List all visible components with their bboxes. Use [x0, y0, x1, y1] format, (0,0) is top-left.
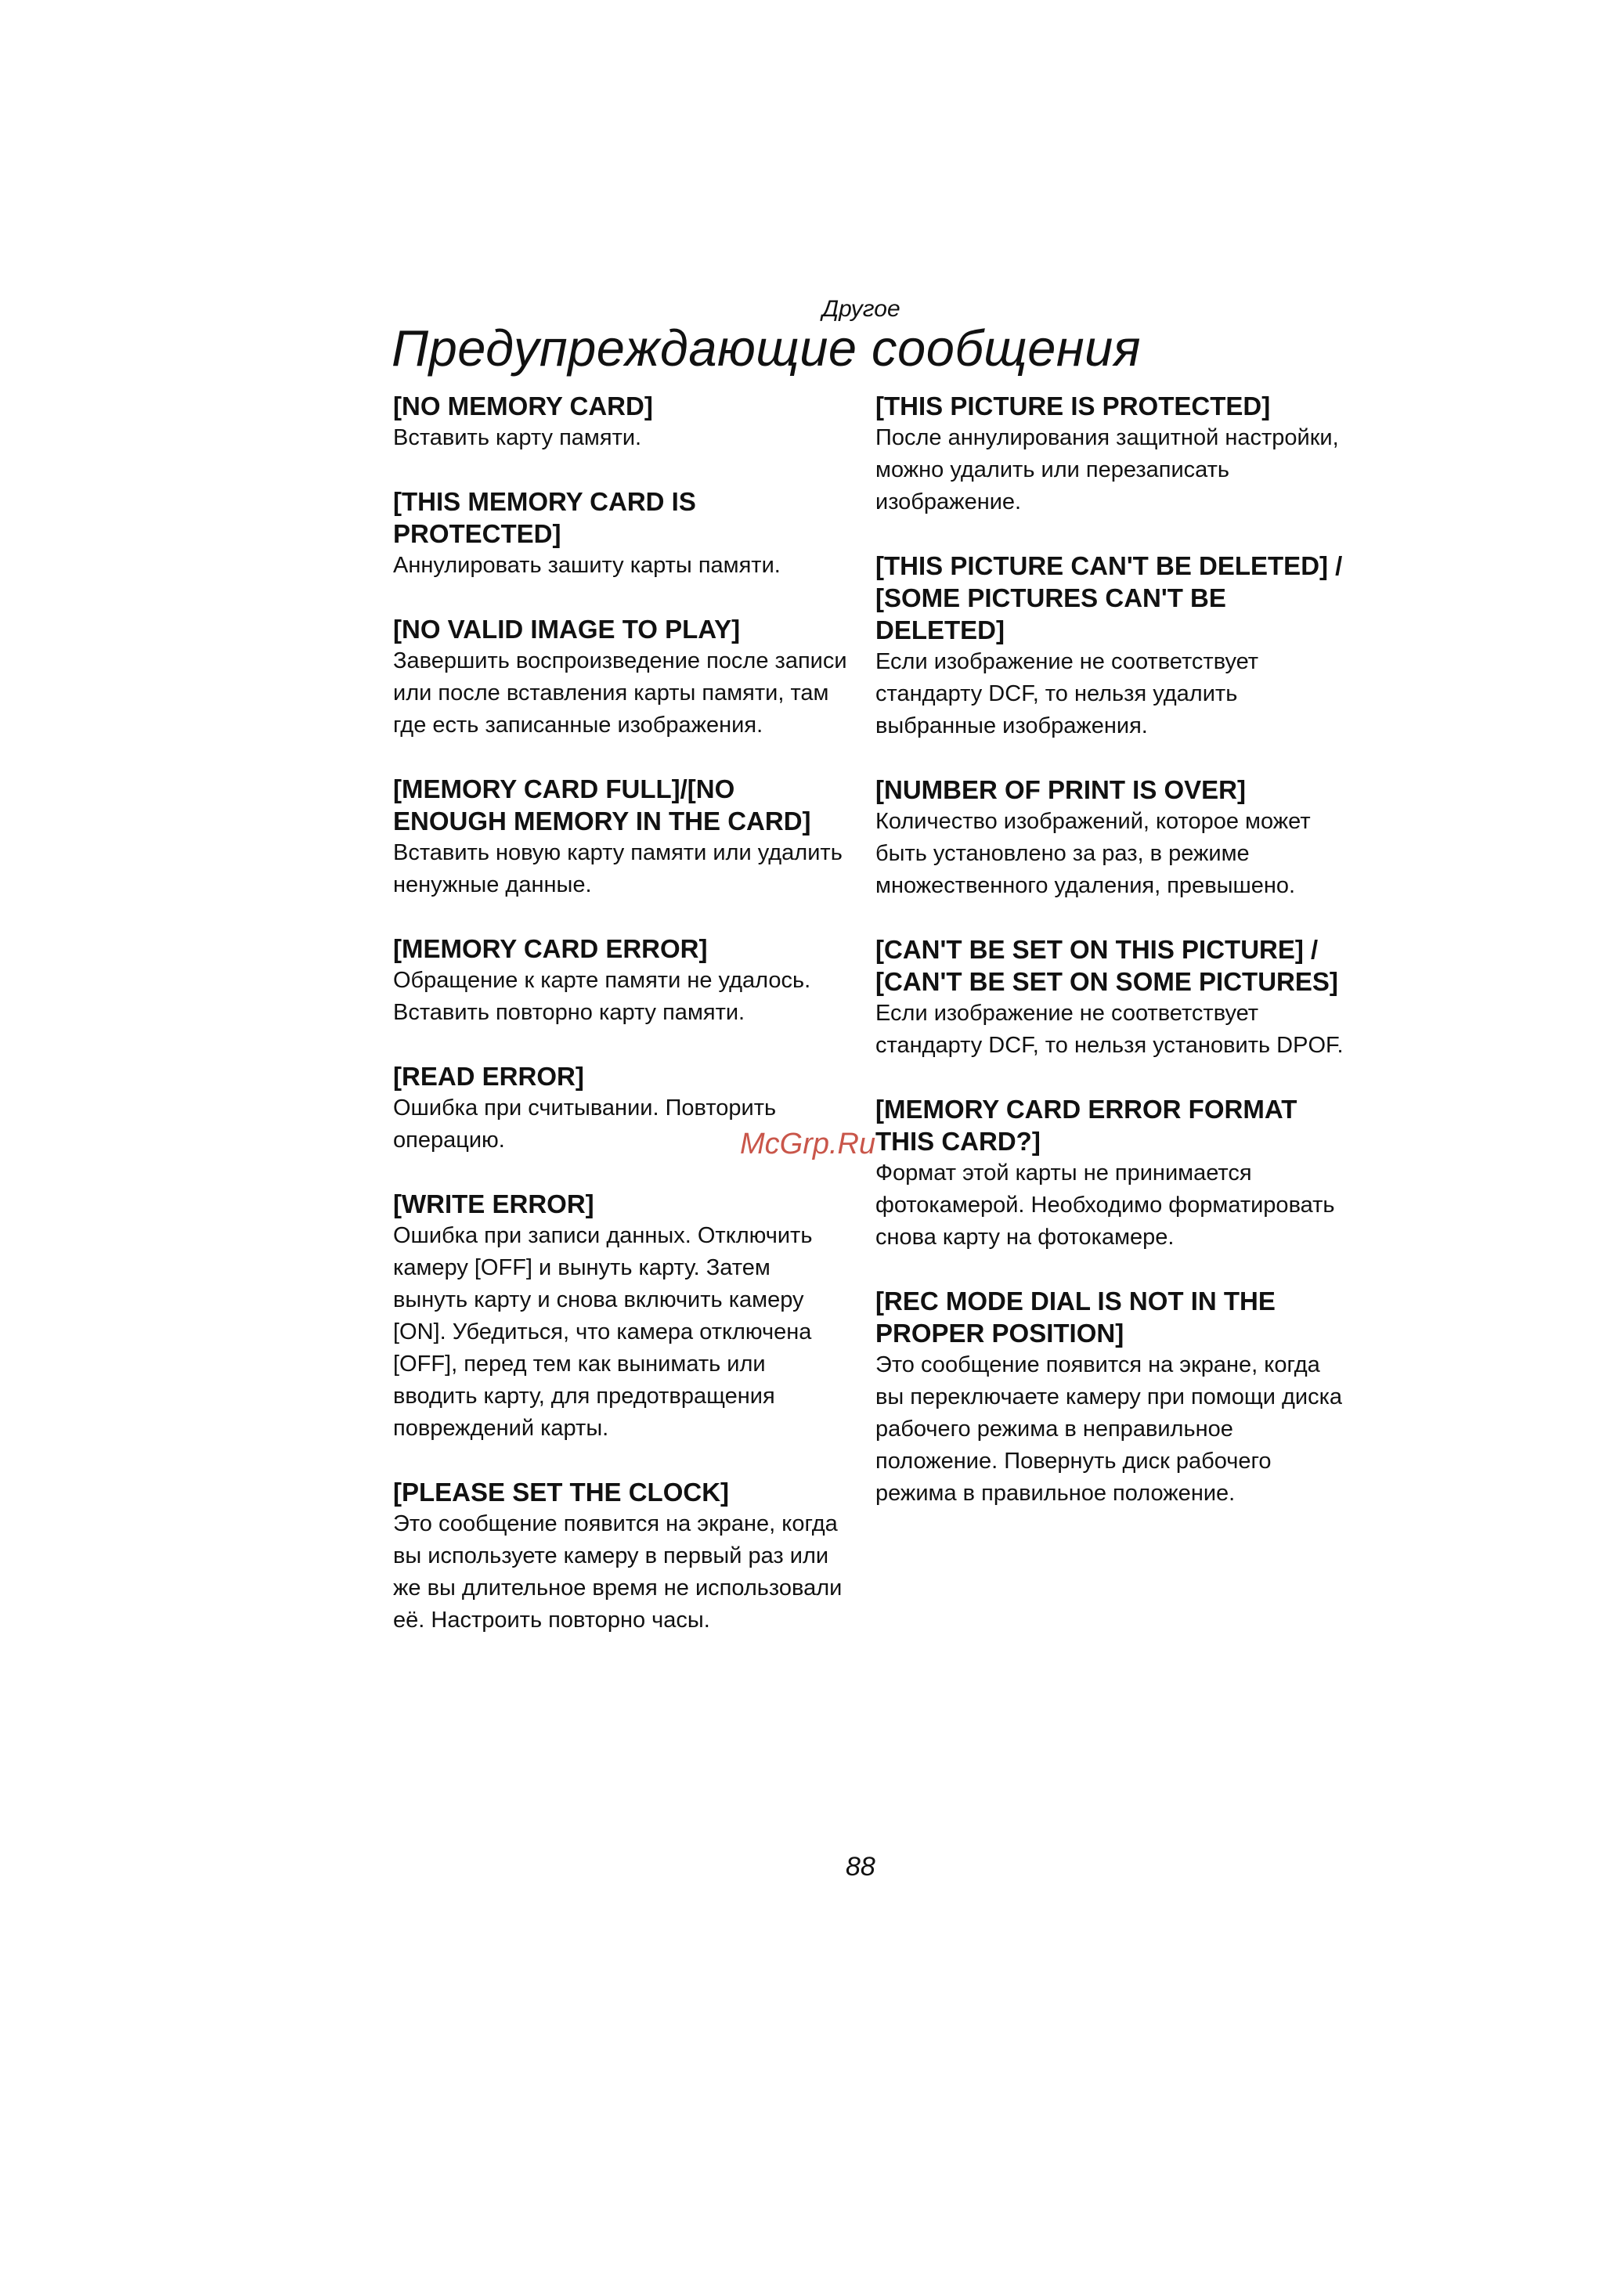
message-description: Если изображение не соответствует стандарту DCF, то нельзя удалить выбранные изображения. — [875, 649, 1259, 738]
warning-message — [875, 1093, 1345, 1254]
warning-message — [875, 1285, 1345, 1510]
right-column — [875, 390, 1345, 1541]
message-code: [THIS PICTURE IS PROTECTED] — [875, 392, 1271, 420]
warning-message — [875, 774, 1345, 902]
message-code: [NO MEMORY CARD] — [393, 392, 653, 420]
message-code: [THIS MEMORY CARD IS PROTECTED] — [393, 487, 696, 548]
message-description: Завершить воспроизведение после записи или после вставления карты памяти, там где есть записанные изображения. — [393, 648, 847, 738]
message-description: После аннулирования защитной настройки, можно удалить или перезаписать изображение. — [875, 425, 1339, 514]
warning-message — [875, 933, 1345, 1062]
warning-message — [393, 390, 847, 454]
warning-message — [393, 773, 847, 901]
message-description: Это сообщение появится на экране, когда вы переключаете камеру при помощи диска рабочего режима в неправильное положение. Повернуть диск рабочего режима в правильное положение. — [875, 1352, 1343, 1506]
message-description: Формат этой карты не принимается фотокамерой. Необходимо форматировать снова карту на фотокамере. — [875, 1160, 1335, 1250]
message-description: Количество изображений, которое может быть установлено за раз, в режиме множественного удаления, превышено. — [875, 809, 1311, 898]
message-code: [PLEASE SET THE CLOCK] — [393, 1478, 730, 1507]
left-column — [393, 390, 847, 1668]
warning-message — [393, 1476, 847, 1637]
message-code: [CAN'T BE SET ON THIS PICTURE] / [CAN'T BE SET ON SOME PICTURES] — [875, 935, 1338, 996]
message-description: Обращение к карте памяти не удалось. Вставить повторно карту памяти. — [393, 968, 811, 1025]
message-code: [MEMORY CARD FULL]/[NO ENOUGH MEMORY IN THE CARD] — [393, 774, 811, 836]
message-description: Это сообщение появится на экране, когда вы используете камеру в первый раз или же вы длительное время не использовали её. Настроить повторно часы. — [393, 1511, 843, 1633]
message-code: [READ ERROR] — [393, 1062, 584, 1091]
warning-message — [393, 613, 847, 742]
message-code: [WRITE ERROR] — [393, 1189, 594, 1218]
message-description: Ошибка при считывании. Повторить операцию. — [393, 1095, 777, 1153]
message-description: Вставить карту памяти. — [393, 425, 642, 450]
warning-message — [875, 550, 1345, 742]
warning-message — [393, 1188, 847, 1445]
message-description: Если изображение не соответствует стандарту DCF, то нельзя установить DPOF. — [875, 1001, 1344, 1058]
warning-message — [393, 485, 847, 582]
warning-message — [875, 390, 1345, 518]
message-code: [MEMORY CARD ERROR FORMAT THIS CARD?] — [875, 1095, 1297, 1156]
warning-message — [393, 933, 847, 1029]
message-description: Вставить новую карту памяти или удалить ненужные данные. — [393, 840, 843, 897]
message-code: [NO VALID IMAGE TO PLAY] — [393, 615, 741, 644]
message-code: [MEMORY CARD ERROR] — [393, 934, 708, 963]
message-description: Ошибка при записи данных. Отключить камеру [OFF] и вынуть карту. Затем вынуть карту и снова включить камеру [ON]. Убедиться, что камера отключена [OFF], перед тем как вынимать или вводить карту, для предотвращения повреждений карты. — [393, 1223, 813, 1441]
message-code: [NUMBER OF PRINT IS OVER] — [875, 775, 1247, 804]
message-description: Аннулировать зашиту карты памяти. — [393, 553, 781, 578]
section-label: Другое — [822, 296, 900, 322]
message-code: [REC MODE DIAL IS NOT IN THE PROPER POSITION] — [875, 1287, 1276, 1348]
watermark: McGrp.Ru — [740, 1128, 876, 1160]
page-number: 88 — [846, 1852, 875, 1882]
message-code: [THIS PICTURE CAN'T BE DELETED] / [SOME PICTURES CAN'T BE DELETED] — [875, 551, 1343, 644]
page-title: Предупреждающие сообщения — [392, 319, 1142, 377]
